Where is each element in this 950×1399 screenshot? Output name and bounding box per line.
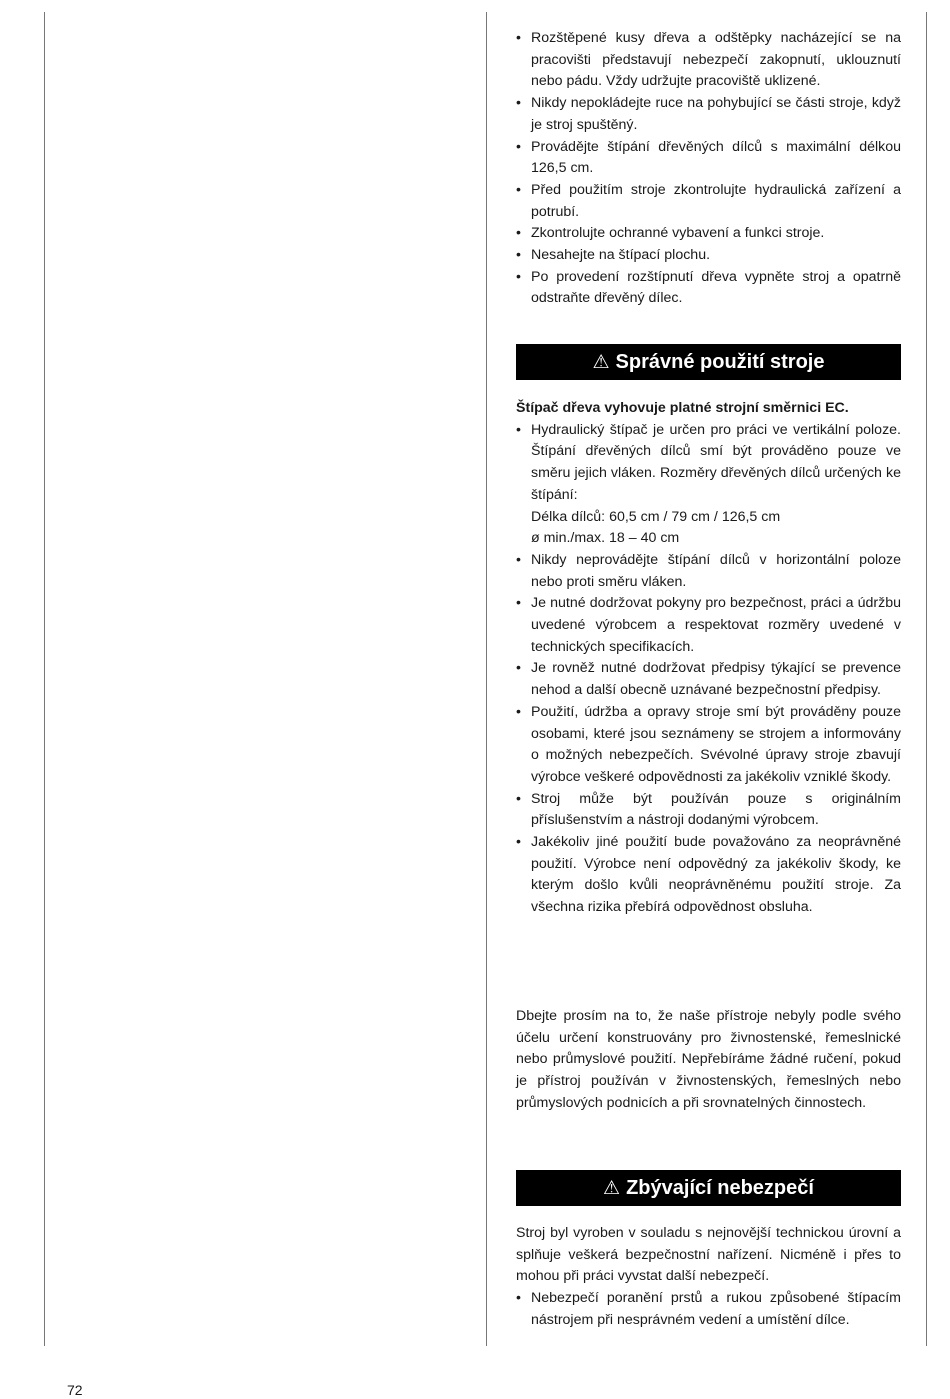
list-item: • Nesahejte na štípací plochu.	[516, 245, 901, 267]
section-header-proper-use	[516, 344, 901, 380]
section-header-residual-risks	[516, 1170, 901, 1206]
section-intro: Stroj byl vyroben v souladu s nejnovější technickou úrovní a splňuje veškerá bezpečnostní nařízení. Nicméně i přes to mohou při práci vyvstat další nebezpečí.	[516, 1225, 901, 1285]
warning-triangle-icon: ⚠	[603, 1177, 621, 1199]
list-item: • Před použitím stroje zkontrolujte hydraulická zařízení a potrubí.	[516, 180, 901, 223]
list-item: • Použití, údržba a opravy stroje smí být prováděny pouze osobami, které jsou seznámeny se strojem a informovány o možných nebezpečích. Svévolné úpravy stroje zbavují výrobce veškeré odpovědnosti za jakékoliv vzniklé škody.	[516, 702, 901, 789]
residual-risks-body	[516, 1223, 901, 1332]
right-margin-rule	[926, 12, 927, 1346]
list-item: • Po provedení rozštípnutí dřeva vypněte stroj a opatrně odstraňte dřevěný dílec.	[516, 267, 901, 310]
section-intro: Štípač dřeva vyhovuje platné strojní směrnici EC.	[516, 400, 849, 416]
part-length-spec: Délka dílců: 60,5 cm / 79 cm / 126,5 cm	[531, 508, 781, 525]
list-item: • Je rovněž nutné dodržovat předpisy týkající se prevence nehod a další obecně uznávané bezpečnostní předpisy.	[516, 658, 901, 701]
list-item: • Provádějte štípání dřevěných dílců s maximální délkou 126,5 cm.	[516, 137, 901, 180]
column-divider-rule	[486, 12, 487, 1346]
part-diameter-spec: ø min./max. 18 – 40 cm	[531, 530, 680, 547]
list-item: • Nikdy neprovádějte štípání dílců v horizontální poloze nebo proti směru vláken.	[516, 550, 901, 593]
warning-triangle-icon: ⚠	[592, 351, 610, 373]
list-item: • Zkontrolujte ochranné vybavení a funkci stroje.	[516, 223, 901, 245]
bullet-text: • Hydraulický štípač je určen pro práci ve vertikální poloze. Štípání dřevěných dílců smí být prováděno pouze ve směru jejich vláken. Rozměry dřevěných dílců určených ke štípání:	[531, 421, 901, 503]
list-item: • Je nutné dodržovat pokyny pro bezpečnost, práci a údržbu uvedené výrobcem a respektovat rozměry uvedené v technických specifikacích.	[516, 593, 901, 658]
list-item: • Nikdy nepokládejte ruce na pohybující se části stroje, když je stroj spuštěný.	[516, 93, 901, 136]
list-item: • Rozštěpené kusy dřeva a odštěpky nacházející se na pracovišti představují nebezpečí zakopnutí, uklouznutí nebo pádu. Vždy udržujte pracoviště uklizené.	[516, 28, 901, 93]
left-margin-rule	[44, 12, 45, 1346]
list-item: • Nebezpečí poranění prstů a rukou způsobené štípacím nástrojem při nesprávném vedení a umístění dílce.	[516, 1288, 901, 1331]
safety-bullets	[516, 28, 901, 310]
list-item	[516, 420, 901, 550]
page-number: 72	[67, 1382, 83, 1398]
section-title: Správné použití stroje	[615, 350, 825, 373]
commercial-use-note	[516, 1006, 901, 1115]
list-item: • Stroj může být používán pouze s originálním příslušenstvím a nástroji dodanými výrobcem.	[516, 789, 901, 832]
section-title: Zbývající nebezpečí	[626, 1176, 814, 1199]
proper-use-body	[516, 398, 901, 919]
note-paragraph: Dbejte prosím na to, že naše přístroje nebyly podle svého účelu určení konstruovány pro živnostenské, řemeslnické nebo průmyslové použití. Nepřebíráme žádné ručení, pokud je přístroj používán v živnostenských, řemeslných nebo průmyslových podnicích a při srovnatelných činnostech.	[516, 1008, 901, 1111]
list-item: • Jakékoliv jiné použití bude považováno za neoprávněné použití. Výrobce není odpovědný za jakékoliv škody, ke kterým došlo kvůli neoprávněnému použití stroje. Za všechna rizika přebírá odpovědnost obsluha.	[516, 832, 901, 919]
